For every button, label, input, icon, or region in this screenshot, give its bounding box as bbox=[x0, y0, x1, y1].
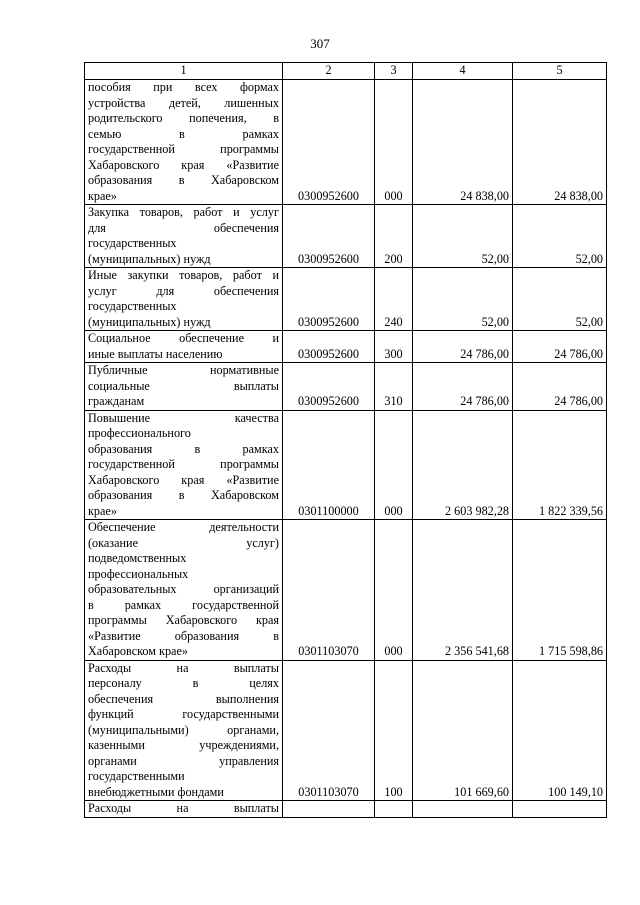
row-name-line: персоналу в целях bbox=[88, 676, 279, 690]
row-name-cell bbox=[85, 520, 283, 661]
row-name-line: в рамках государственной bbox=[88, 597, 279, 612]
row-name-line: для обеспечения bbox=[88, 220, 279, 235]
table-header-row bbox=[85, 63, 607, 80]
row-sum2-cell: 1 822 339,56 bbox=[513, 410, 607, 520]
row-name-line: Иные закупки товаров, работ и bbox=[88, 268, 279, 282]
row-type-cell: 310 bbox=[375, 363, 413, 411]
row-name-line: социальные выплаты bbox=[88, 378, 279, 393]
row-code-cell: 0301103070 bbox=[283, 660, 375, 801]
table-row bbox=[85, 80, 607, 205]
row-sum1-cell: 52,00 bbox=[413, 205, 513, 268]
row-name-line: Повышение качества bbox=[88, 410, 279, 425]
row-name-line: (оказание услуг) bbox=[88, 535, 279, 550]
table-row bbox=[85, 205, 607, 268]
header-cell-3: 3 bbox=[375, 63, 413, 80]
row-name-line: Социальное обеспечение и bbox=[88, 331, 279, 345]
row-name-line: Закупка товаров, работ и услуг bbox=[88, 205, 279, 219]
table-row bbox=[85, 363, 607, 411]
row-type-cell: 240 bbox=[375, 268, 413, 331]
row-sum1-cell: 2 603 982,28 bbox=[413, 410, 513, 520]
table-row bbox=[85, 660, 607, 801]
row-name-line: образования в Хабаровском bbox=[88, 173, 279, 187]
row-name-line: внебюджетными фондами bbox=[88, 784, 224, 799]
row-name-cell bbox=[85, 205, 283, 268]
row-sum2-cell: 24 786,00 bbox=[513, 331, 607, 363]
row-name-line: (муниципальных) нужд bbox=[88, 314, 211, 329]
table-row bbox=[85, 268, 607, 331]
row-name-cell bbox=[85, 331, 283, 363]
row-sum2-cell: 52,00 bbox=[513, 205, 607, 268]
table-row bbox=[85, 331, 607, 363]
row-name-line: Обеспечение деятельности bbox=[88, 520, 279, 534]
header-cell-4: 4 bbox=[413, 63, 513, 80]
row-name-line: образования в рамках bbox=[88, 441, 279, 456]
row-type-cell: 200 bbox=[375, 205, 413, 268]
row-name-line: Расходы на выплаты bbox=[88, 660, 279, 675]
row-empty-cell bbox=[413, 801, 513, 818]
row-type-cell: 300 bbox=[375, 331, 413, 363]
row-name-line: (муниципальными) органами, bbox=[88, 722, 279, 737]
row-empty-cell bbox=[375, 801, 413, 818]
row-name-line: профессионального bbox=[88, 426, 191, 440]
budget-table bbox=[84, 62, 607, 818]
row-name-line: казенными учреждениями, bbox=[88, 738, 279, 752]
row-name-line: (муниципальных) нужд bbox=[88, 251, 211, 266]
row-name-line: государственной программы bbox=[88, 142, 279, 156]
row-code-cell: 0300952600 bbox=[283, 80, 375, 205]
row-sum2-cell: 52,00 bbox=[513, 268, 607, 331]
row-name-line: программы Хабаровского края bbox=[88, 613, 279, 627]
row-sum1-cell: 2 356 541,68 bbox=[413, 520, 513, 661]
row-sum2-cell: 1 715 598,86 bbox=[513, 520, 607, 661]
row-name-line: подведомственных bbox=[88, 551, 187, 565]
row-code-cell: 0300952600 bbox=[283, 205, 375, 268]
row-name-line: крае» bbox=[88, 188, 117, 203]
row-code-cell: 0300952600 bbox=[283, 363, 375, 411]
row-sum1-cell: 101 669,60 bbox=[413, 660, 513, 801]
row-type-cell: 100 bbox=[375, 660, 413, 801]
row-name-line: Хабаровском крае» bbox=[88, 644, 188, 658]
row-name-line: Хабаровского края «Развитие bbox=[88, 472, 279, 487]
row-name-line: государственной программы bbox=[88, 457, 279, 471]
row-name-line: Хабаровского края «Развитие bbox=[88, 157, 279, 172]
row-sum2-cell: 24 786,00 bbox=[513, 363, 607, 411]
row-sum1-cell: 24 786,00 bbox=[413, 331, 513, 363]
row-name-line: государственных bbox=[88, 299, 177, 313]
row-name-cell bbox=[85, 410, 283, 520]
row-name-line: государственными bbox=[88, 769, 185, 783]
row-name-line: функций государственными bbox=[88, 707, 279, 721]
row-name-cell bbox=[85, 660, 283, 801]
row-name-line: крае» bbox=[88, 503, 117, 518]
page-number: 307 bbox=[310, 36, 330, 51]
row-name-cell bbox=[85, 268, 283, 331]
header-cell-1: 1 bbox=[85, 63, 283, 80]
row-name-cell bbox=[85, 363, 283, 411]
table-row-partial bbox=[85, 801, 607, 818]
row-type-cell: 000 bbox=[375, 80, 413, 205]
row-name-line: Публичные нормативные bbox=[88, 363, 279, 377]
row-code-cell: 0300952600 bbox=[283, 268, 375, 331]
row-name-line: государственных bbox=[88, 236, 177, 250]
row-name-line: образования в Хабаровском bbox=[88, 488, 279, 502]
row-name-line: обеспечения выполнения bbox=[88, 691, 279, 706]
row-sum2-cell: 100 149,10 bbox=[513, 660, 607, 801]
row-code-cell: 0300952600 bbox=[283, 331, 375, 363]
row-name-cell bbox=[85, 801, 283, 818]
row-name-line: услуг для обеспечения bbox=[88, 283, 279, 298]
row-sum2-cell: 24 838,00 bbox=[513, 80, 607, 205]
row-name-line: устройства детей, лишенных bbox=[88, 95, 279, 110]
row-name-line: гражданам bbox=[88, 394, 145, 408]
row-name-line: «Развитие образования в bbox=[88, 628, 279, 643]
row-empty-cell bbox=[283, 801, 375, 818]
row-name-line: образовательных организаций bbox=[88, 582, 279, 596]
row-type-cell: 000 bbox=[375, 410, 413, 520]
row-name-line: профессиональных bbox=[88, 566, 189, 581]
row-name-line: органами управления bbox=[88, 753, 279, 768]
row-sum1-cell: 24 838,00 bbox=[413, 80, 513, 205]
row-type-cell: 000 bbox=[375, 520, 413, 661]
row-code-cell: 0301103070 bbox=[283, 520, 375, 661]
row-name-line: семью в рамках bbox=[88, 126, 279, 141]
row-name-cell bbox=[85, 80, 283, 205]
table-row bbox=[85, 520, 607, 661]
row-empty-cell bbox=[513, 801, 607, 818]
row-name-line: родительского попечения, в bbox=[88, 111, 279, 125]
header-cell-2: 2 bbox=[283, 63, 375, 80]
row-name-line: иные выплаты населению bbox=[88, 346, 223, 361]
row-name-line: пособия при всех формах bbox=[88, 80, 279, 94]
row-sum1-cell: 52,00 bbox=[413, 268, 513, 331]
row-name-line: Расходы на выплаты bbox=[88, 801, 279, 815]
row-sum1-cell: 24 786,00 bbox=[413, 363, 513, 411]
header-cell-5: 5 bbox=[513, 63, 607, 80]
table-row bbox=[85, 410, 607, 520]
row-code-cell: 0301100000 bbox=[283, 410, 375, 520]
